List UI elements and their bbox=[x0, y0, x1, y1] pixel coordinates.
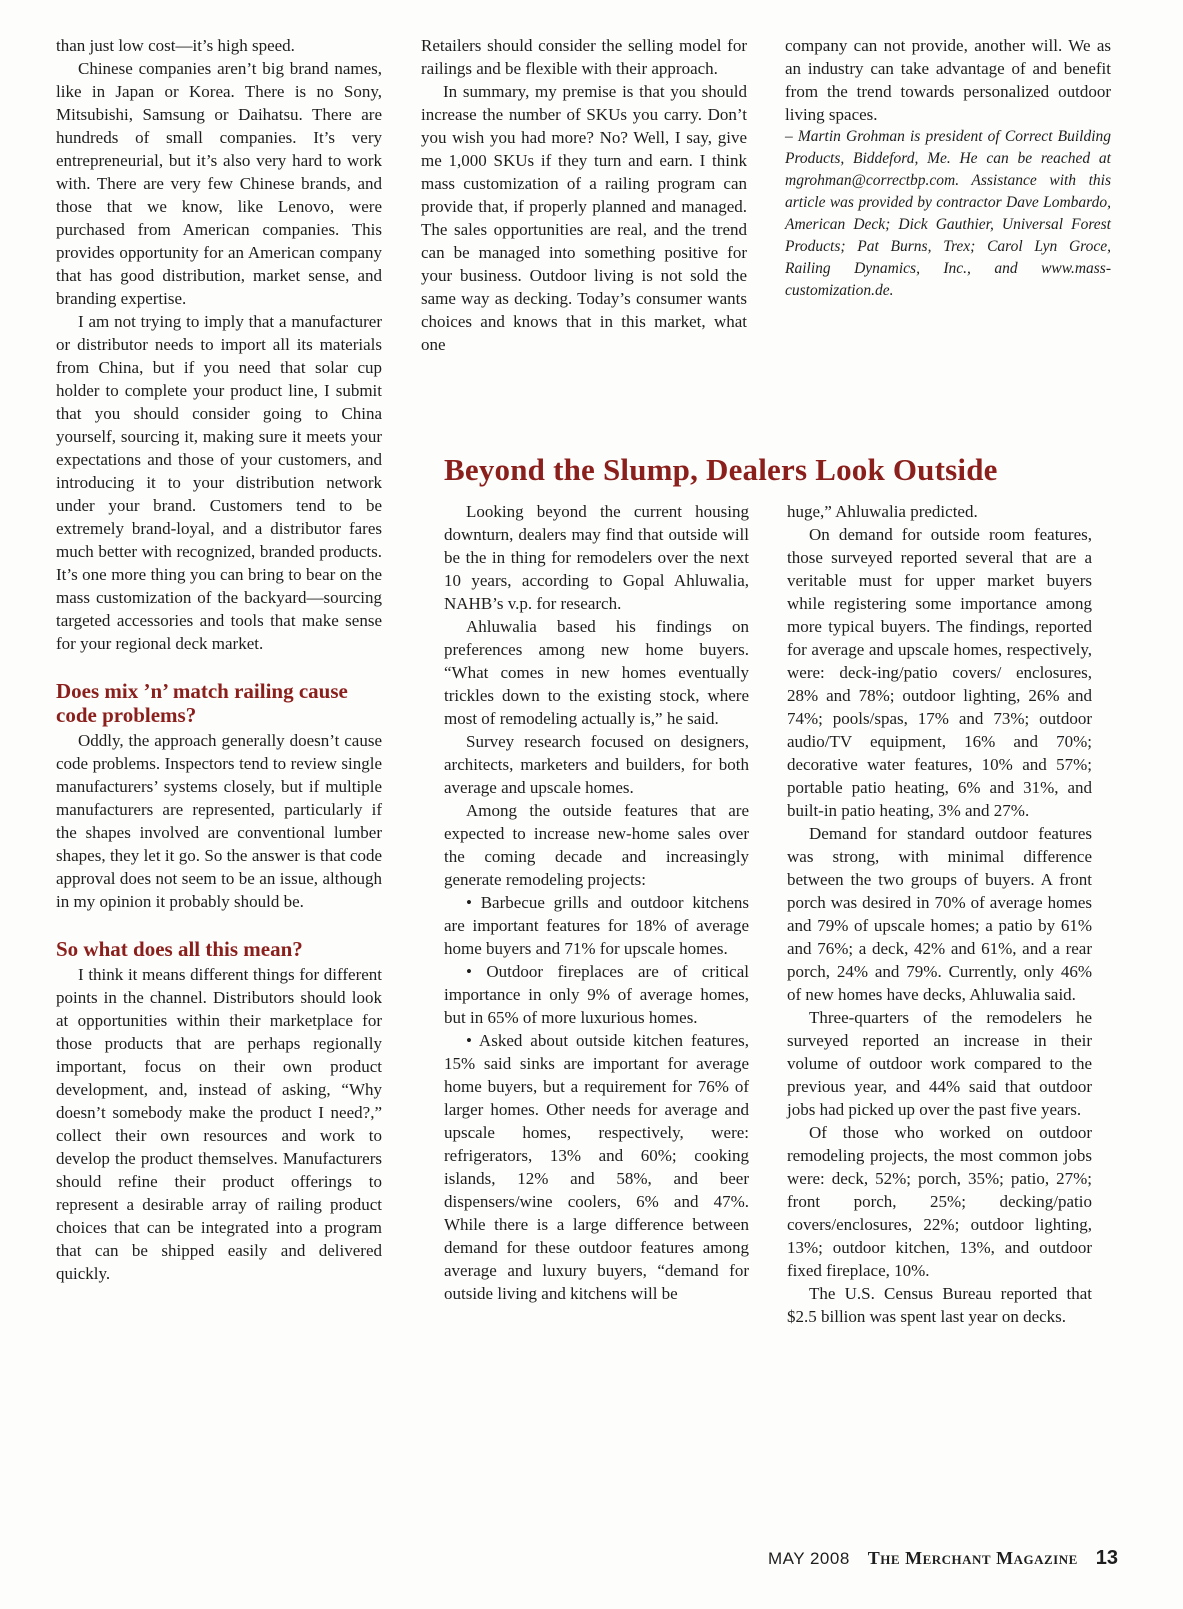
paragraph: Ahluwalia based his findings on preferences among new home buyers. “What comes in new homes eventually trickles down to the existing stock, where most of remodeling actually is,” he said. bbox=[444, 617, 749, 728]
bullet-item: • Outdoor fireplaces are of critical importance in only 9% of average homes, but in 65% of more luxurious homes. bbox=[444, 962, 749, 1027]
article-column-left bbox=[56, 34, 382, 1285]
paragraph: Chinese companies aren’t big brand names, like in Japan or Korea. There is no Sony, Mitsubishi, Samsung or Daihatsu. There are hundreds of small companies. It’s very entrepreneurial, but it’s also very hard to work with. There are very few Chinese brands, and those that we know, like Lenovo, were purchased from American companies. This provides opportunity for an American company that has good distribution, market sense, and branding expertise. bbox=[56, 59, 382, 308]
paragraph: Of those who worked on outdoor remodeling projects, the most common jobs were: deck, 52%; porch, 35%; patio, 27%; front porch, 25%; decking/patio covers/enclosures, 22%; outdoor lighting, 13%; outdoor kitchen, 13%, and outdoor fixed fireplace, 10%. bbox=[787, 1123, 1092, 1280]
paragraph: Oddly, the approach generally doesn’t cause code problems. Inspectors tend to review single manufacturers’ systems closely, but if multiple manufacturers are represented, particularly if the shapes involved are conventional lumber shapes, they let it go. So the answer is that code approval does not seem to be an issue, although in my opinion it probably should be. bbox=[56, 731, 382, 911]
paragraph: On demand for outside room features, those surveyed reported several that are a veritable must for upper market buyers while registering some importance among more typical buyers. The findings, reported for average and upscale homes, respectively, were: deck-ing/patio covers/ enclosures, 28% and 78%; outdoor lighting, 26% and 74%; pools/spas, 17% and 73%; outdoor audio/TV equipment, 16% and 70%; decorative water features, 10% and 57%; portable patio heating, 6% and 31%, and built-in patio heating, 3% and 27%. bbox=[787, 525, 1092, 820]
paragraph: Three-quarters of the remodelers he surveyed reported an increase in their volume of outdoor work compared to the previous year, and 44% said that outdoor jobs had picked up over the past five years. bbox=[787, 1008, 1092, 1119]
issue-date: MAY 2008 bbox=[767, 1549, 850, 1568]
bullet-item: • Asked about outside kitchen features, 15% said sinks are important for average home buyers, but a requirement for 76% of larger homes. Other needs for average and upscale homes, respectively, were: refrigerators, 13% and 60%; cooking islands, 12% and 58%, and beer dispensers/wine coolers, 6% and 47%. While there is a large difference between demand for these outdoor features among average and luxury buyers, “demand for outside living and kitchens will be bbox=[444, 1031, 749, 1303]
paragraph: Among the outside features that are expected to increase new-home sales over the coming decade and increasingly generate remodeling projects: bbox=[444, 801, 749, 889]
magazine-name: The Merchant Magazine bbox=[867, 1548, 1078, 1568]
paragraph: In summary, my premise is that you should increase the number of SKUs you carry. Don’t you wish you had more? No? Well, I say, give me 1,000 SKUs if they turn and earn. I think mass customization of a railing program can provide that, if properly planned and managed. The sales opportunities are real, and the trend can be managed into something positive for your business. Outdoor living is not sold the same way as decking. Today’s consumer wants choices and knows that in this market, what one bbox=[421, 82, 747, 354]
paragraph: I think it means different things for different points in the channel. Distributors should look at opportunities within their marketplace for those products that are perhaps regionally important, focus on their own product development, and, instead of asking, “Why doesn’t somebody make the product I need?,” collect their own resources and work to develop the product themselves. Manufacturers should refine their product offerings to represent a desirable array of railing product choices that can be integrated into a program that can be shipped easily and delivered quickly. bbox=[56, 965, 382, 1283]
paragraph: huge,” Ahluwalia predicted. bbox=[787, 502, 978, 521]
bullet-item: • Barbecue grills and outdoor kitchens are important features for 18% of average home buyers and 71% for upscale homes. bbox=[444, 893, 749, 958]
page-footer bbox=[728, 1547, 1118, 1570]
paragraph: The U.S. Census Bureau reported that $2.5 billion was spent last year on decks. bbox=[787, 1284, 1092, 1326]
page-number: 13 bbox=[1095, 1547, 1118, 1569]
paragraph: Retailers should consider the selling model for railings and be flexible with their approach. bbox=[421, 36, 747, 78]
paragraph: than just low cost—it’s high speed. bbox=[56, 36, 295, 55]
paragraph: Looking beyond the current housing downturn, dealers may find that outside will be the in thing for remodelers over the next 10 years, according to Gopal Ahluwalia, NAHB’s v.p. for research. bbox=[444, 502, 749, 613]
paragraph: I am not trying to imply that a manufacturer or distributor needs to import all its materials from China, but if you need that solar cup holder to complete your product line, I submit that you should consider going to China yourself, sourcing it, making sure it meets your expectations and those of your customers, and introducing it to your distribution network under your brand. Customers tend to be extremely brand-loyal, and a distributor fares much better with recognized, branded products. It’s one more thing you can bring to bear on the mass customization of the backyard—sourcing targeted accessories and tools that make sense for your regional deck market. bbox=[56, 312, 382, 653]
article2-column-right bbox=[787, 500, 1092, 1328]
paragraph: Demand for standard outdoor features was strong, with minimal difference between the two groups of buyers. A front porch was desired in 70% of average homes and 79% of upscale homes; a patio by 61% and 76%; a deck, 42% and 61%, and a rear porch, 24% and 79%. Currently, only 46% of new homes have decks, Ahluwalia said. bbox=[787, 824, 1092, 1004]
article-column-middle bbox=[421, 34, 747, 356]
article2-column-left bbox=[444, 500, 749, 1305]
subhead-what-does-it-mean: So what does all this mean? bbox=[56, 937, 303, 961]
article-title: Beyond the Slump, Dealers Look Outside bbox=[444, 452, 998, 487]
paragraph: Survey research focused on designers, architects, marketers and builders, for both average and upscale homes. bbox=[444, 732, 749, 797]
paragraph: company can not provide, another will. We as an industry can take advantage of and benefit from the trend towards personalized outdoor living spaces. bbox=[785, 36, 1111, 124]
author-bio: – Martin Grohman is president of Correct Building Products, Biddeford, Me. He can be reached at mgrohman@correctbp.com. Assistance with this article was provided by contractor Dave Lombardo, American Deck; Dick Gauthier, Universal Forest Products; Pat Burns, Trex; Carol Lyn Groce, Railing Dynamics, Inc., and www.mass-customization.de. bbox=[785, 128, 1111, 299]
article-column-right bbox=[785, 34, 1111, 302]
subhead-code-problems: Does mix ’n’ match railing cause code problems? bbox=[56, 679, 348, 727]
